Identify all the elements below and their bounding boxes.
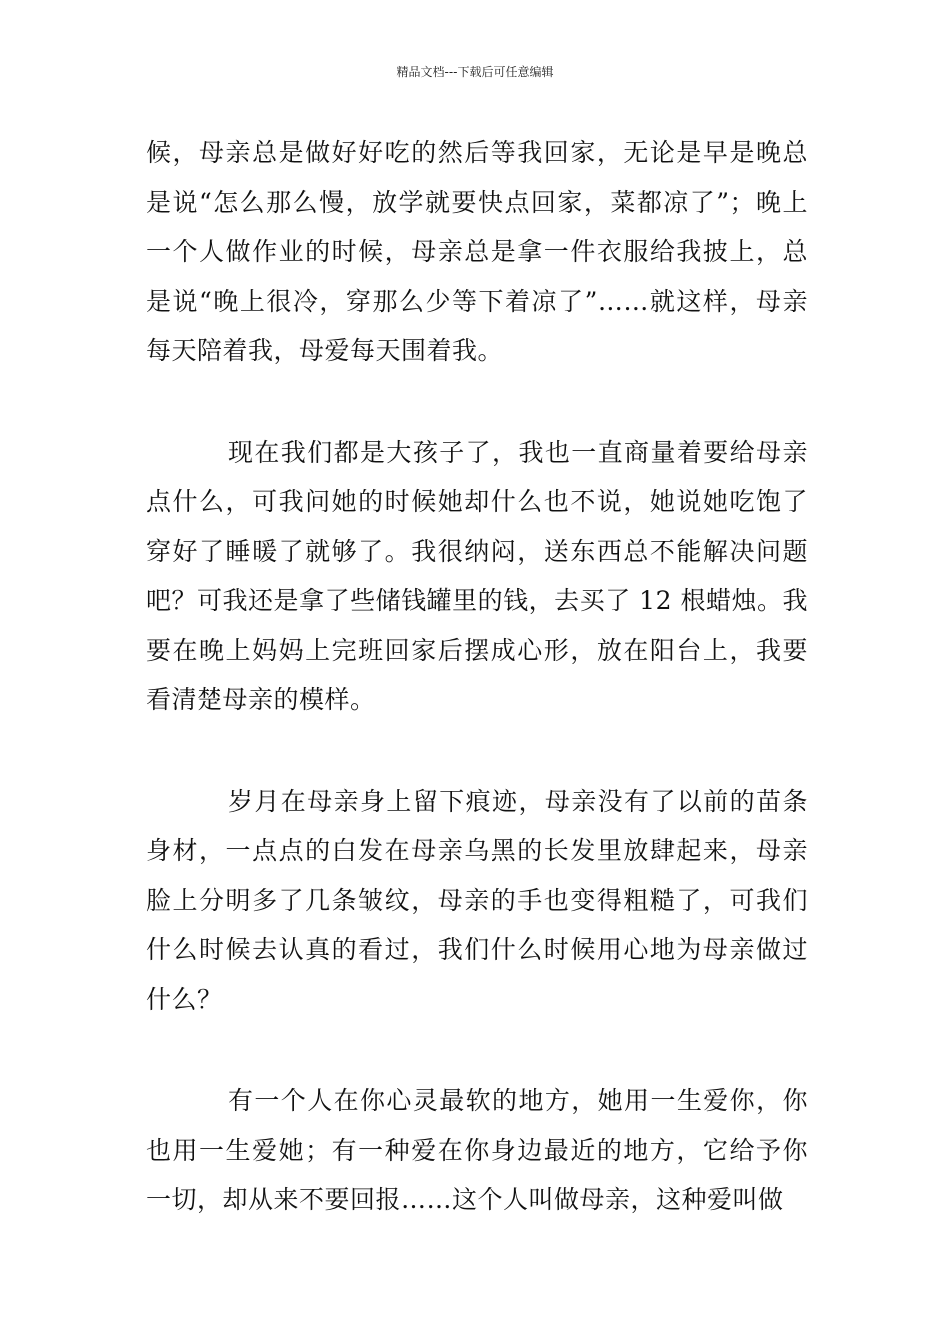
document-body — [146, 128, 808, 1225]
paragraph: 岁月在母亲身上留下痕迹，母亲没有了以前的苗条身材，一点点的白发在母亲乌黑的长发里放肆起来，母亲脸上分明多了几条皱纹，母亲的手也变得粗糙了，可我们什么时候去认真的看过，我们什么时候用心地为母亲做过什么？ — [146, 786, 808, 1014]
paragraph-continued: 候，母亲总是做好好吃的然后等我回家，无论是早是晚总是说“怎么那么慢，放学就要快点回家，菜都凉了”；晚上一个人做作业的时候，母亲总是拿一件衣服给我披上，总是说“晚上很冷，穿那么少等下着凉了”……就这样，母亲每天陪着我，母爱每天围着我。 — [146, 138, 808, 365]
paragraph: 有一个人在你心灵最软的地方，她用一生爱你，你也用一生爱她；有一种爱在你身边最近的地方，它给予你一切，却从来不要回报……这个人叫做母亲，这种爱叫做 — [146, 1086, 808, 1214]
paragraph: 现在我们都是大孩子了，我也一直商量着要给母亲点什么，可我问她的时候她却什么也不说，她说她吃饱了穿好了睡暖了就够了。我很纳闷，送东西总不能解决问题吧？可我还是拿了些储钱罐里的钱，去买了 12 根蜡烛。我要在晚上妈妈上完班回家后摆成心形，放在阳台上，我要看清楚母亲的模样。 — [146, 437, 808, 714]
page-header: 精品文档---下载后可任意编辑 — [396, 65, 554, 79]
